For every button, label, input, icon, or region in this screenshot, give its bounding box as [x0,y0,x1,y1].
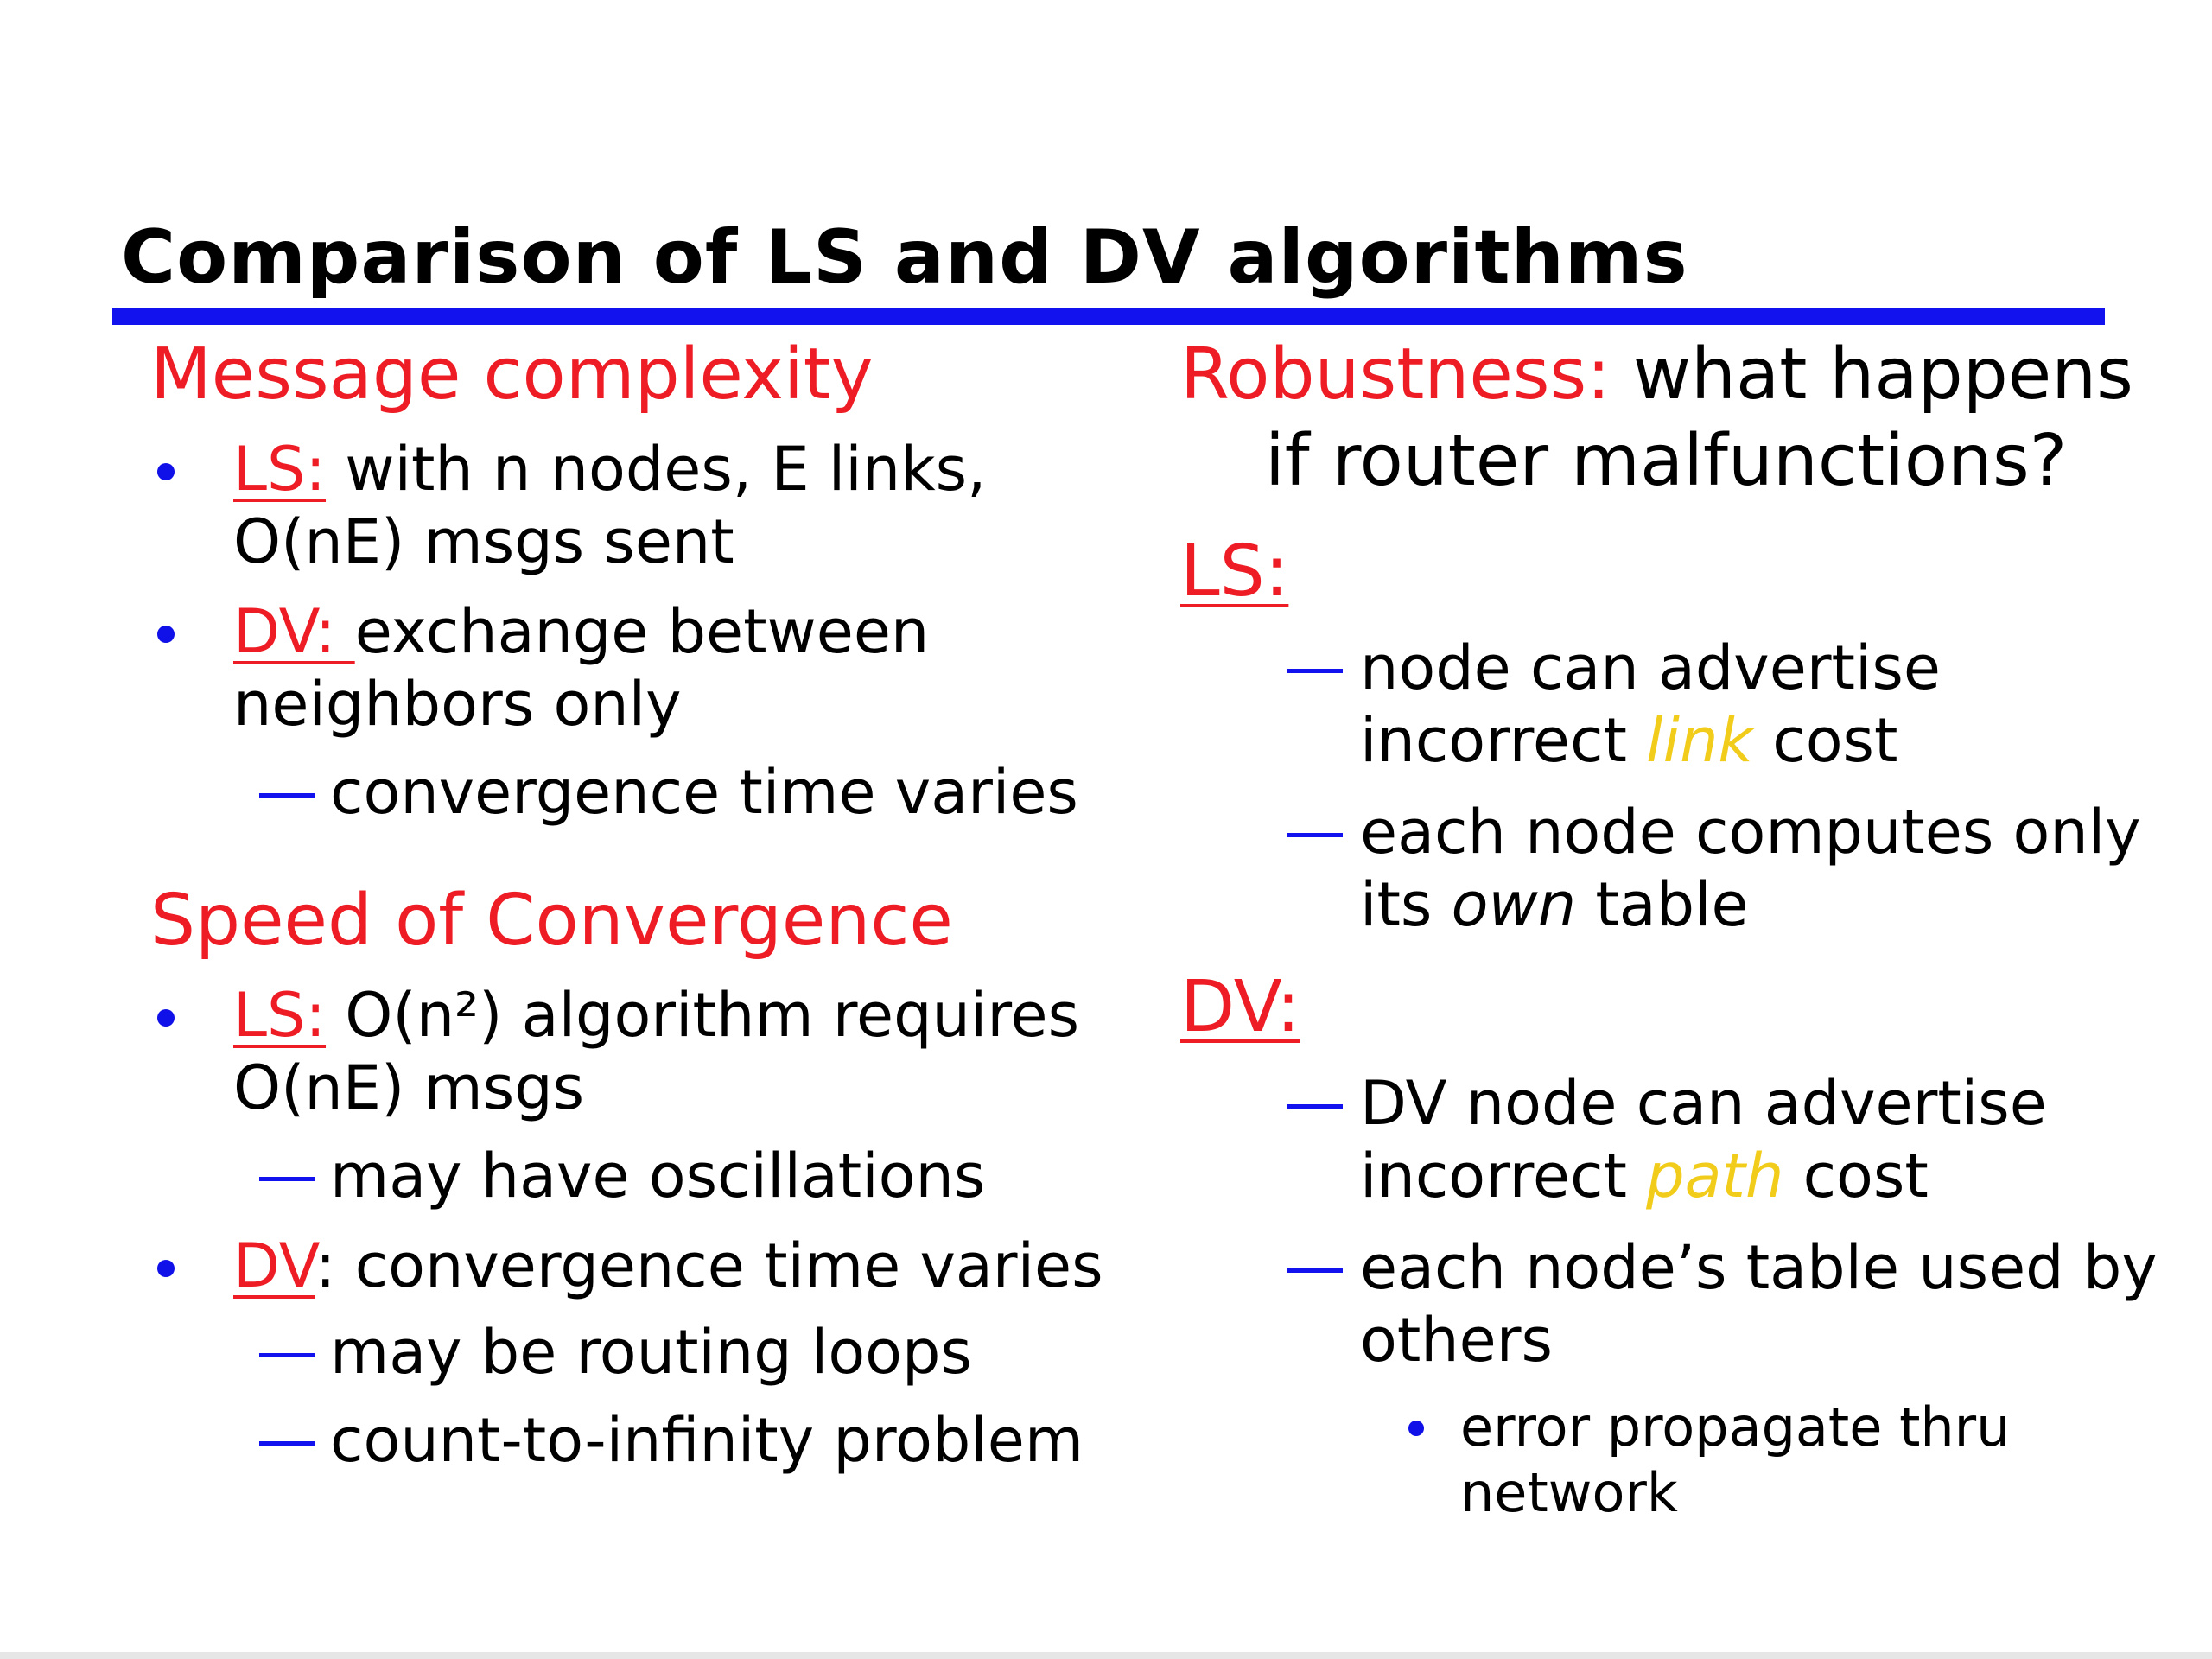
ls-computes-line2: its own table [1360,869,1749,940]
robustness-line2: if router malfunctions? [1265,420,2068,502]
dash-icon [1287,1104,1343,1109]
message-complexity-heading: Message complexity [150,334,874,416]
slide-bottom-edge [0,1652,2212,1659]
dv-advertise-line2: incorrect path cost [1360,1141,1929,1211]
ls-message-line2: O(nE) msgs sent [233,506,734,577]
dash-icon [1287,833,1343,837]
dash-icon [259,1441,315,1446]
dash-icon [259,1353,315,1357]
dash-icon [1287,1268,1343,1273]
dash-icon [1287,669,1343,673]
dv-error-propagate-line2: network [1460,1461,1678,1524]
ls-advertise-line1: node can advertise [1360,632,1941,703]
dv-message-line2: neighbors only [233,669,682,740]
robustness-line1: Robustness: what happens [1180,334,2133,416]
dv-message-line1: DV: exchange between [233,596,930,667]
dv-routing-loops-note: may be routing loops [330,1317,972,1388]
ls-message-line1: LS: with n nodes, E links, [233,434,987,505]
bullet-icon [157,1260,175,1277]
dv-speed-line1: DV: convergence time varies [233,1230,1103,1301]
slide-title: Comparison of LS and DV algorithms [121,214,1688,301]
speed-of-convergence-heading: Speed of Convergence [150,880,953,962]
dv-robustness-heading: DV: [1180,966,1300,1048]
bullet-icon [157,1009,175,1027]
dv-convergence-note: convergence time varies [330,757,1078,828]
ls-speed-line1: LS: O(n²) algorithm requires [233,980,1080,1051]
ls-advertise-line2: incorrect link cost [1360,705,1898,776]
title-underline-bar [112,308,2105,325]
ls-robustness-heading: LS: [1180,531,1289,613]
dv-table-used-line1: each node’s table used by [1360,1232,2158,1303]
ls-speed-line2: O(nE) msgs [233,1052,585,1123]
bullet-icon [157,463,175,480]
dv-table-used-line2: others [1360,1305,1553,1376]
ls-oscillations-note: may have oscillations [330,1141,986,1211]
dv-advertise-line1: DV node can advertise [1360,1068,2047,1139]
dv-count-to-infinity-note: count-to-infinity problem [330,1405,1084,1476]
dv-error-propagate-line1: error propagate thru [1460,1395,2011,1459]
bullet-icon [157,626,175,643]
ls-computes-line1: each node computes only [1360,797,2141,868]
bullet-icon [1408,1421,1424,1436]
dash-icon [259,1177,315,1181]
dash-icon [259,793,315,798]
